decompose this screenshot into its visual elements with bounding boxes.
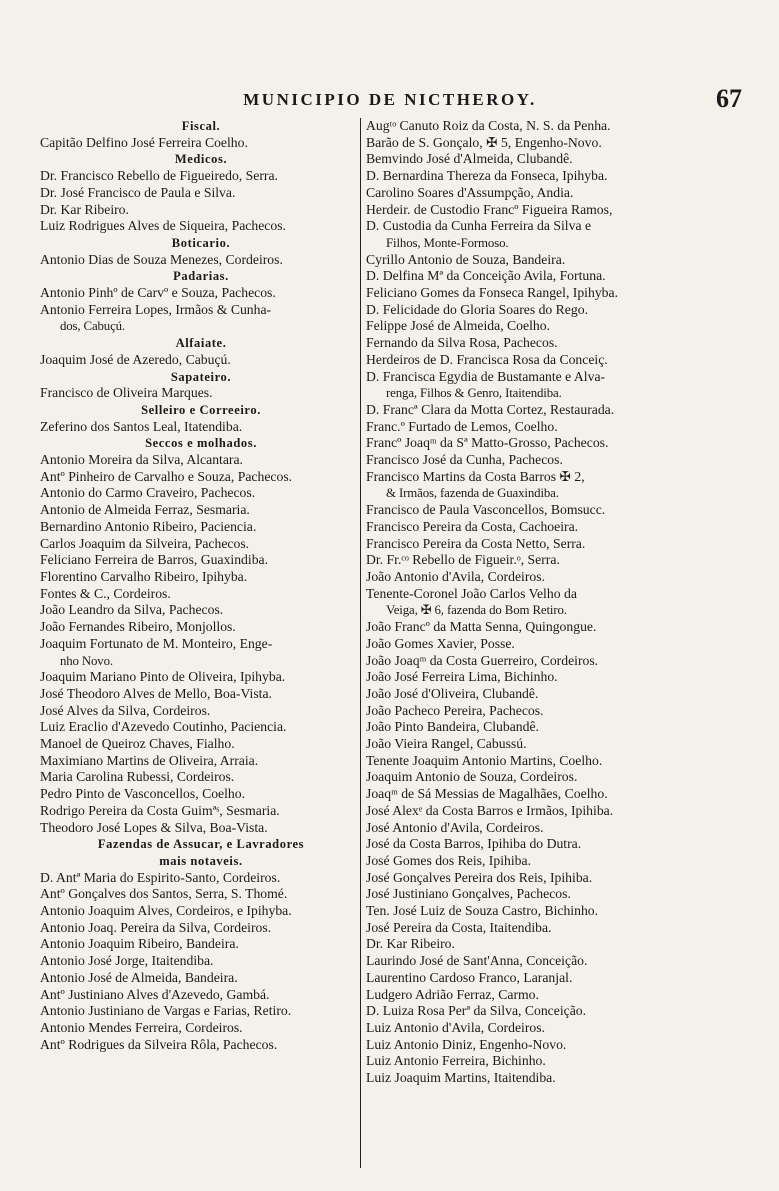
list-item: João Leandro da Silva, Pachecos. (40, 602, 224, 618)
list-item: Dr. Francisco Rebello de Figueiredo, Serra. (40, 168, 278, 184)
list-item: Feliciano Gomes da Fonseca Rangel, Ipihyba. (366, 285, 619, 301)
list-item: Antonio Moreira da Silva, Alcantara. (40, 452, 243, 468)
list-item: Antonio Justiniano de Vargas e Farias, Retiro. (40, 1003, 292, 1019)
list-item: Antonio Joaquim Ribeiro, Bandeira. (40, 936, 239, 952)
list-item-continuation: dos, Cabuçú. (60, 319, 125, 334)
list-item: Antonio do Carmo Craveiro, Pachecos. (40, 485, 256, 501)
section-heading: Fiscal. (181, 119, 221, 133)
list-item: Antº Rodrigues da Silveira Rôla, Pachecos. (40, 1036, 278, 1052)
list-item: Antonio Ferreira Lopes, Irmãos & Cunha- (40, 301, 272, 317)
list-item: José Theodoro Alves de Mello, Boa-Vista. (40, 685, 272, 701)
list-item: José Justiniano Gonçalves, Pachecos. (366, 886, 571, 902)
list-item: Joaquim Mariano Pinto de Oliveira, Ipihyba. (40, 669, 286, 685)
list-item: Bemvindo José d'Almeida, Clubandê. (366, 151, 573, 167)
list-item-continuation: nho Novo. (60, 653, 113, 668)
list-item-continuation: Veiga, ✠ 6, fazenda do Bom Retiro. (386, 603, 567, 618)
list-item: Zeferino dos Santos Leal, Itatendiba. (40, 418, 243, 434)
list-item: Antonio Joaquim Alves, Cordeiros, e Ipihyba. (40, 903, 292, 919)
page-title: MUNICIPIO DE NICTHEROY. (243, 90, 537, 109)
column-divider (360, 118, 361, 1168)
section-heading: Padarias. (173, 269, 229, 284)
list-item: Luiz Antonio d'Avila, Cordeiros. (366, 1019, 545, 1035)
page-number: 67 (716, 84, 742, 113)
list-item: Dr. Fr.ᶜᵒ Rebello de Figueir.ᵒ, Serra. (366, 552, 560, 568)
section-heading: Sapateiro. (170, 369, 232, 384)
list-item: Augᵗᵒ Canuto Roiz da Costa, N. S. da Penha. (366, 118, 611, 133)
list-item: Laurindo José de Sant'Anna, Conceição. (366, 953, 588, 969)
list-item: Felippe José de Almeida, Coelho. (366, 318, 550, 334)
list-item: José Antonio d'Avila, Cordeiros. (366, 819, 544, 835)
list-item: Francisco Pereira da Costa Netto, Serra. (366, 535, 586, 551)
list-item: Joaquim Fortunato de M. Monteiro, Enge- (40, 635, 273, 651)
list-item: Fontes & C., Cordeiros. (40, 585, 171, 601)
right-column (366, 118, 696, 1087)
list-item: Antonio José Jorge, Itaitendiba. (40, 953, 214, 969)
list-item: Fernando da Silva Rosa, Pachecos. (366, 335, 558, 351)
list-item: Rodrigo Pereira da Costa Guimªˢ, Sesmaria. (40, 802, 280, 818)
list-item: Bernardino Antonio Ribeiro, Paciencia. (40, 518, 257, 534)
list-item: João Pinto Bandeira, Clubandê. (366, 719, 539, 735)
list-item: José Alexᵉ da Costa Barros e Irmãos, Ipihiba. (366, 802, 614, 818)
list-item: José da Costa Barros, Ipihiba do Dutra. (366, 836, 582, 852)
list-item: Luiz Antonio Diniz, Engenho-Novo. (366, 1036, 567, 1052)
list-item: Carolino Soares d'Assumpção, Andia. (366, 184, 574, 200)
list-item: Luiz Rodrigues Alves de Siqueira, Pachecos. (40, 218, 286, 234)
section-heading: Selleiro e Correeiro. (141, 402, 261, 417)
list-item: D. Luiza Rosa Perª da Silva, Conceição. (366, 1003, 587, 1019)
list-item: Theodoro José Lopes & Silva, Boa-Vista. (40, 819, 268, 835)
list-item: João Vieira Rangel, Cabussú. (366, 736, 527, 752)
list-item: Barão de S. Gonçalo, ✠ 5, Engenho-Novo. (366, 134, 602, 150)
list-item: D. Francª Clara da Motta Cortez, Restaurada. (366, 401, 615, 417)
list-item: Joaquim José de Azeredo, Cabuçú. (40, 351, 231, 367)
list-item: Herdeir. de Custodio Francº Figueira Ramos, (366, 201, 613, 217)
list-item: Antonio Mendes Ferreira, Cordeiros. (40, 1019, 243, 1035)
list-item: Dr. Kar Ribeiro. (40, 201, 129, 217)
list-item-continuation: & Irmãos, fazenda de Guaxindiba. (386, 486, 559, 501)
list-item: João Antonio d'Avila, Cordeiros. (366, 568, 545, 584)
list-item: João Joaqᵐ da Costa Guerreiro, Cordeiros. (366, 652, 599, 668)
list-item: Feliciano Ferreira de Barros, Guaxindiba. (40, 552, 269, 568)
list-item: Francisco de Paula Vasconcellos, Bomsucc. (366, 502, 606, 518)
list-item: D. Antª Maria do Espirito-Santo, Cordeiros. (40, 869, 281, 885)
list-item: D. Francisca Egydia de Bustamante e Alva- (366, 368, 606, 384)
list-item: Luiz Joaquim Martins, Itaitendiba. (366, 1070, 556, 1086)
list-item: Luiz Eraclio d'Azevedo Coutinho, Paciencia. (40, 719, 287, 735)
section-heading: Medicos. (174, 152, 228, 167)
list-item: Florentino Carvalho Ribeiro, Ipihyba. (40, 568, 248, 584)
list-item: Ludgero Adrião Ferraz, Carmo. (366, 986, 539, 1002)
list-item: José Gonçalves Pereira dos Reis, Ipihiba. (366, 869, 593, 885)
list-item: Francisco José da Cunha, Pachecos. (366, 452, 563, 468)
section-heading: Seccos e molhados. (145, 436, 257, 451)
list-item: D. Felicidade do Gloria Soares do Rego. (366, 301, 588, 317)
list-item: Herdeiros de D. Francisca Rosa da Conceiç. (366, 351, 608, 367)
list-item: Franc.º Furtado de Lemos, Coelho. (366, 418, 558, 434)
list-item: Antº Justiniano Alves d'Azevedo, Gambá. (40, 986, 270, 1002)
list-item: João Fernandes Ribeiro, Monjollos. (40, 619, 236, 635)
list-item: João Pacheco Pereira, Pachecos. (366, 702, 544, 718)
list-item: Antº Pinheiro de Carvalho e Souza, Pachecos. (40, 468, 293, 484)
list-item: Cyrillo Antonio de Souza, Bandeira. (366, 251, 566, 267)
list-item: Dr. José Francisco de Paula e Silva. (40, 184, 236, 200)
list-item: Capitão Delfino José Ferreira Coelho. (40, 134, 248, 150)
list-item: Francisco de Oliveira Marques. (40, 385, 213, 401)
list-item: Francº Joaqᵐ da Sª Matto-Grosso, Pachecos. (366, 435, 609, 451)
list-item: Tenente Joaquim Antonio Martins, Coelho. (366, 752, 603, 768)
list-item: Carlos Joaquim da Silveira, Pachecos. (40, 535, 250, 551)
list-item: Antº Gonçalves dos Santos, Serra, S. Thomé. (40, 886, 288, 902)
list-item: José Pereira da Costa, Itaitendiba. (366, 919, 552, 935)
list-item: Ten. José Luiz de Souza Castro, Bichinho. (366, 903, 599, 919)
list-item: João Francº da Matta Senna, Quingongue. (366, 619, 597, 635)
list-item: Maximiano Martins de Oliveira, Arraia. (40, 752, 259, 768)
list-item: Laurentino Cardoso Franco, Laranjal. (366, 969, 573, 985)
list-item: Dr. Kar Ribeiro. (366, 936, 455, 952)
list-item: Antonio Joaq. Pereira da Silva, Cordeiros. (40, 919, 272, 935)
list-item: Manoel de Queiroz Chaves, Fialho. (40, 736, 235, 752)
list-item: Antonio José de Almeida, Bandeira. (40, 969, 238, 985)
list-item: João José d'Oliveira, Clubandê. (366, 685, 539, 701)
section-heading: mais notaveis. (159, 853, 243, 868)
list-item: João Gomes Xavier, Posse. (366, 635, 515, 651)
list-item-continuation: renga, Filhos & Genro, Itaitendiba. (386, 386, 562, 401)
list-item: João José Ferreira Lima, Bichinho. (366, 669, 558, 685)
left-column (40, 118, 362, 1053)
list-item: Maria Carolina Rubessi, Cordeiros. (40, 769, 235, 785)
list-item: D. Custodia da Cunha Ferreira da Silva e (366, 218, 592, 234)
list-item: Pedro Pinto de Vasconcellos, Coelho. (40, 786, 246, 802)
page-header (40, 84, 740, 114)
list-item: Joaqᵐ de Sá Messias de Magalhães, Coelho. (366, 786, 608, 802)
list-item: Tenente-Coronel João Carlos Velho da (366, 585, 577, 601)
list-item: José Gomes dos Reis, Ipihiba. (366, 852, 531, 868)
section-heading: Fazendas de Assucar, e Lavradores (97, 837, 305, 852)
list-item: Francisco Pereira da Costa, Cachoeira. (366, 518, 579, 534)
list-item: Francisco Martins da Costa Barros ✠ 2, (366, 468, 585, 484)
list-item: Antonio Pinhº de Carvº e Souza, Pachecos. (40, 285, 276, 301)
list-item: Antonio de Almeida Ferraz, Sesmaria. (40, 502, 250, 518)
section-heading: Alfaiate. (175, 336, 227, 351)
list-item: José Alves da Silva, Cordeiros. (40, 702, 211, 718)
list-item: Luiz Antonio Ferreira, Bichinho. (366, 1053, 546, 1069)
list-item: Joaquim Antonio de Souza, Cordeiros. (366, 769, 578, 785)
list-item: D. Delfina Mª da Conceição Avila, Fortuna. (366, 268, 606, 284)
list-item: Antonio Dias de Souza Menezes, Cordeiros. (40, 251, 283, 267)
section-heading: Boticario. (171, 235, 231, 250)
list-item: D. Bernardina Thereza da Fonseca, Ipihyba. (366, 168, 608, 184)
list-item-continuation: Filhos, Monte-Formoso. (386, 235, 509, 250)
